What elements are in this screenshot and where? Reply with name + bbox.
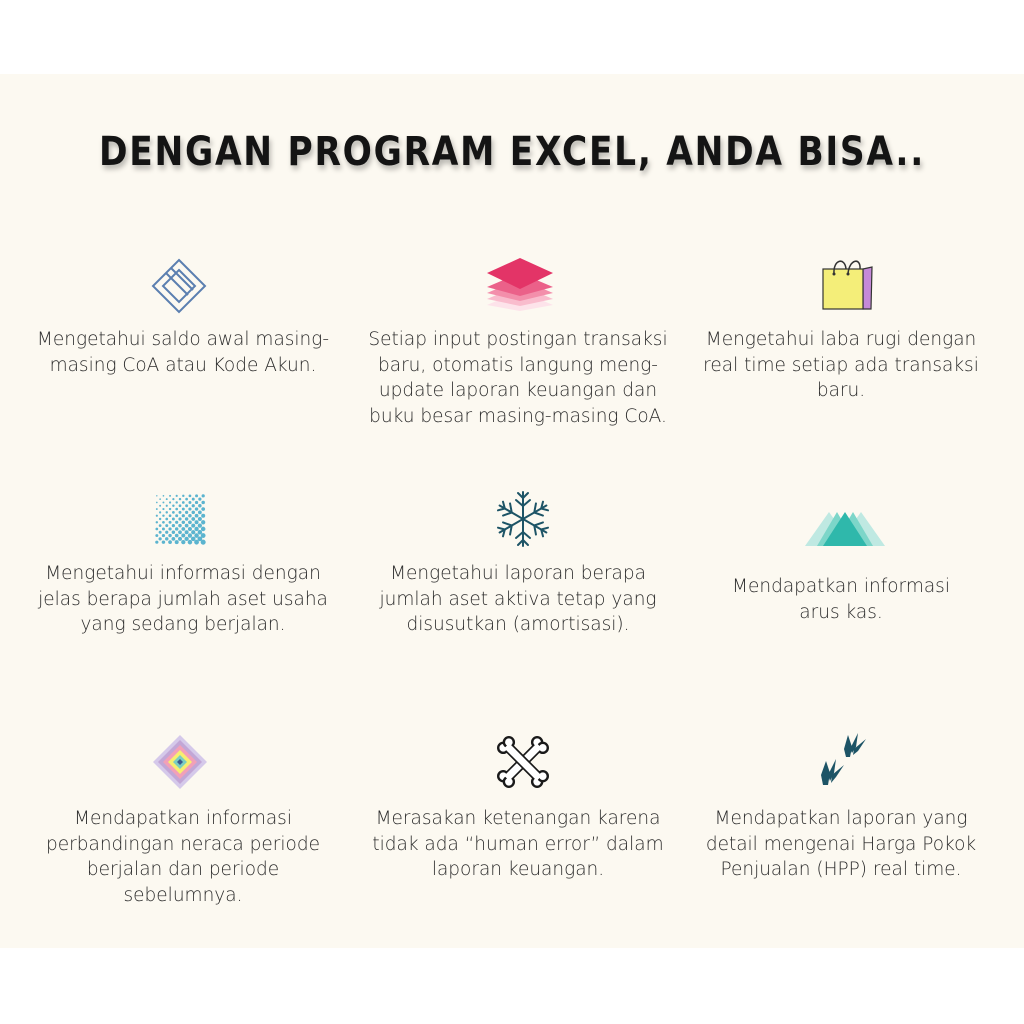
feature-text-no-human-error: Merasakan ketenangan karena tidak ada “human error” dalam laporan keuangan.	[372, 808, 664, 880]
feature-text-auto-update: Setiap input postingan transaksi baru, otomatis langung meng- update laporan keuangan dan buku besar masing-masing CoA.	[368, 329, 668, 427]
dotted-diamond-icon	[145, 484, 215, 554]
feature-text-cash-flow: Mendapatkan informasi arus kas.	[732, 576, 950, 623]
bird-footprints-icon	[808, 727, 878, 797]
diamond-outline-icon	[144, 251, 214, 321]
feature-text-business-assets: Mengetahui informasi dengan jelas berapa jumlah aset usaha yang sedang berjalan.	[38, 563, 328, 635]
snowflake-icon	[488, 484, 558, 554]
shopping-bag-icon	[811, 251, 881, 321]
feature-text-depreciation: Mengetahui laporan berapa jumlah aset aktiva tetap yang disusutkan (amortisasi).	[379, 563, 657, 635]
stacked-layers-icon	[485, 251, 555, 321]
feature-text-profit-loss: Mengetahui laba rugi dengan real time setiap ada transaksi baru.	[703, 329, 979, 401]
nested-diamond-icon	[145, 727, 215, 797]
feature-text-opening-balance: Mengetahui saldo awal masing- masing CoA atau Kode Akun.	[36, 329, 330, 376]
feature-text-balance-comparison: Mendapatkan informasi perbandingan neraca periode berjalan dan periode sebelumnya.	[46, 808, 320, 906]
page-title: DENGAN PROGRAM EXCEL, ANDA BISA..	[98, 129, 925, 175]
crossed-bones-icon	[488, 727, 558, 797]
mountains-icon	[805, 488, 885, 558]
feature-text-cogs: Mendapatkan laporan yang detail mengenai Harga Pokok Penjualan (HPP) real time.	[705, 808, 977, 880]
